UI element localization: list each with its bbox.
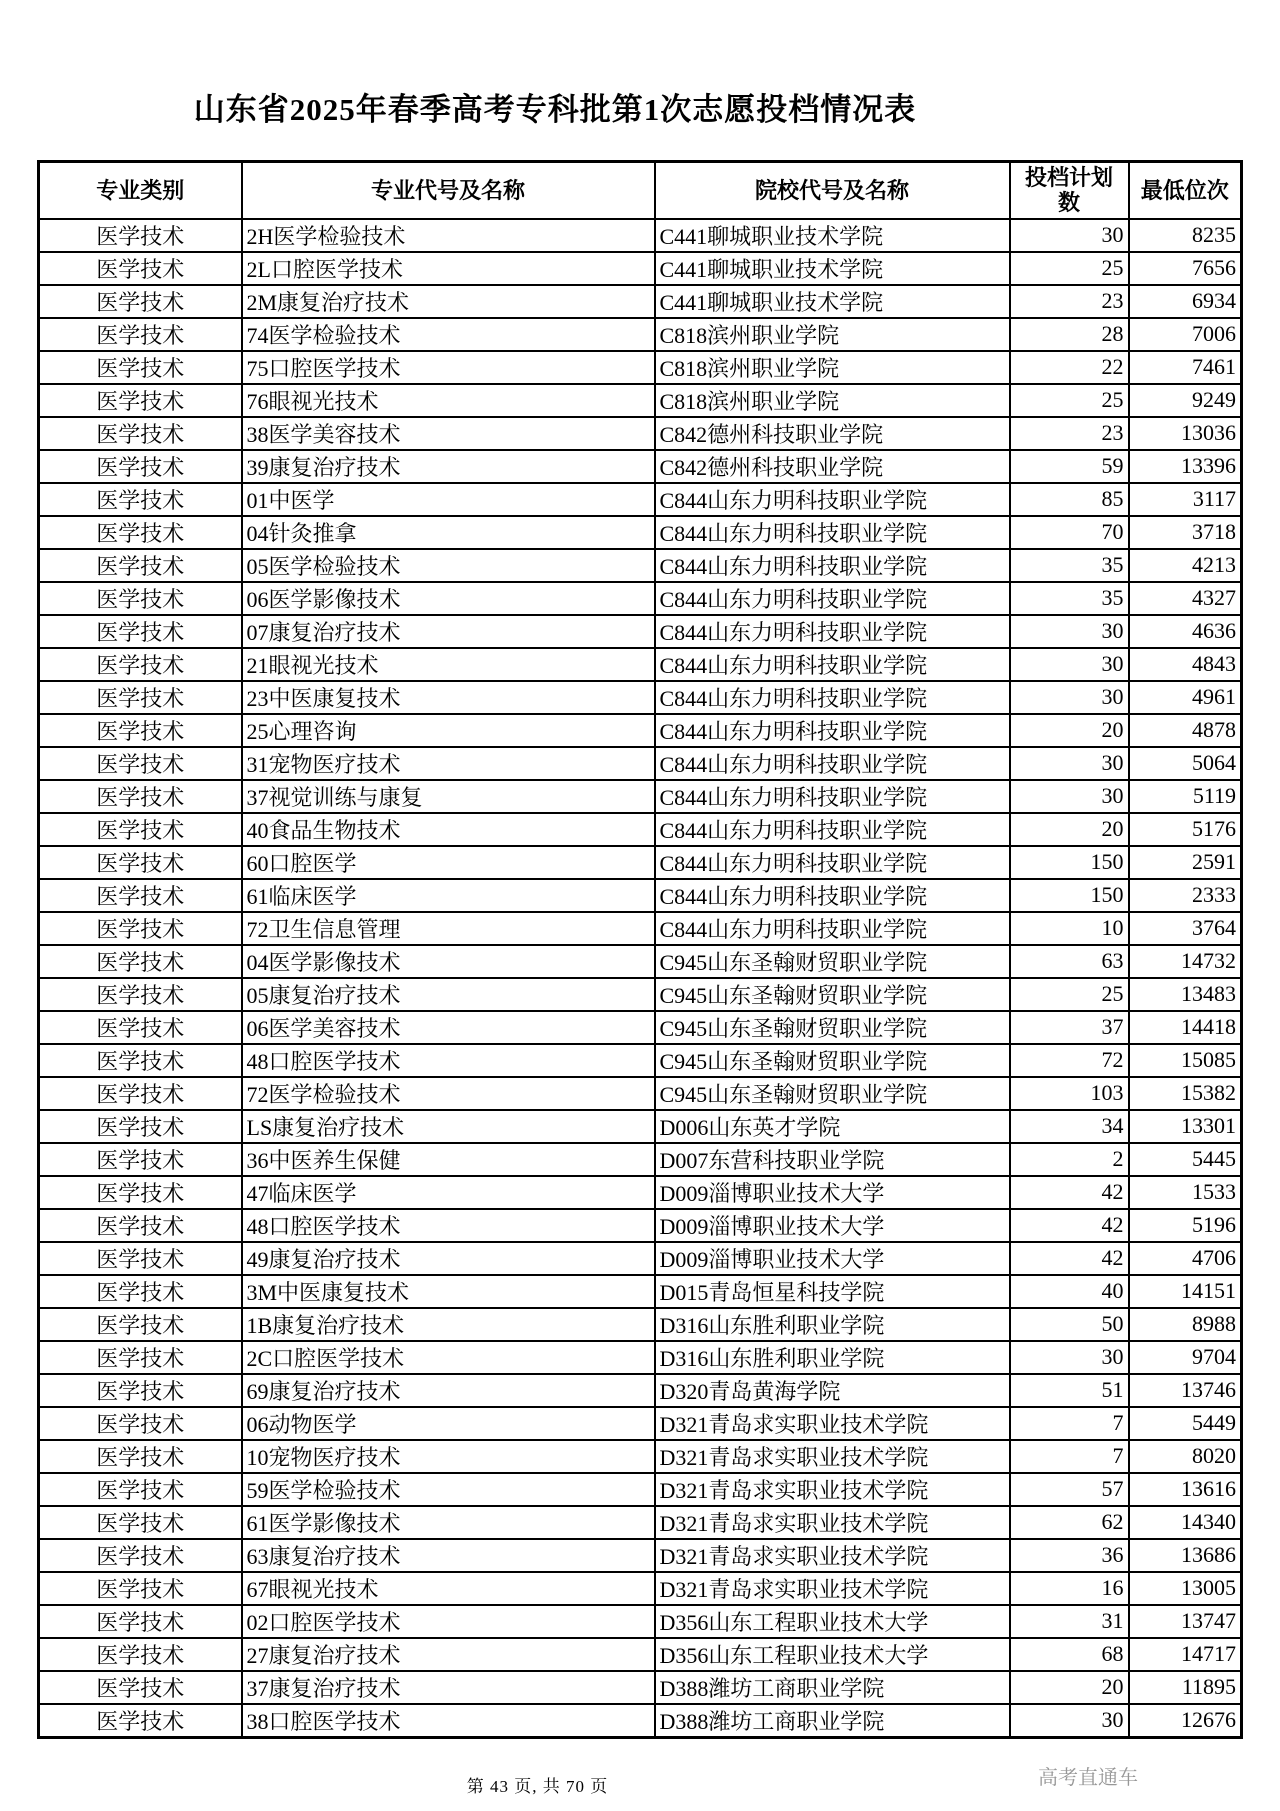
table-row — [39, 1605, 1242, 1638]
college-cell: D009淄博职业技术大学 — [655, 1176, 1010, 1209]
plan-count-cell: 23 — [1010, 417, 1129, 450]
table-row — [39, 1341, 1242, 1374]
min-rank-cell: 13746 — [1129, 1374, 1242, 1407]
min-rank-cell: 8235 — [1129, 219, 1242, 252]
college-cell: D321青岛求实职业技术学院 — [655, 1539, 1010, 1572]
header-major-category: 专业类别 — [39, 162, 242, 219]
table-row — [39, 846, 1242, 879]
category-cell: 医学技术 — [39, 1605, 242, 1638]
min-rank-cell: 8020 — [1129, 1440, 1242, 1473]
table-row — [39, 351, 1242, 384]
major-cell: 59医学检验技术 — [242, 1473, 655, 1506]
table-row — [39, 384, 1242, 417]
table-row — [39, 219, 1242, 252]
table-row — [39, 648, 1242, 681]
college-cell: C844山东力明科技职业学院 — [655, 648, 1010, 681]
table-row — [39, 747, 1242, 780]
min-rank-cell: 8988 — [1129, 1308, 1242, 1341]
category-cell: 医学技术 — [39, 1209, 242, 1242]
college-cell: C844山东力明科技职业学院 — [655, 516, 1010, 549]
major-cell: 25心理咨询 — [242, 714, 655, 747]
college-cell: C818滨州职业学院 — [655, 384, 1010, 417]
min-rank-cell: 12676 — [1129, 1704, 1242, 1738]
major-cell: 07康复治疗技术 — [242, 615, 655, 648]
category-cell: 医学技术 — [39, 1110, 242, 1143]
plan-count-cell: 51 — [1010, 1374, 1129, 1407]
category-cell: 医学技术 — [39, 978, 242, 1011]
plan-count-cell: 70 — [1010, 516, 1129, 549]
table-row — [39, 1638, 1242, 1671]
category-cell: 医学技术 — [39, 1407, 242, 1440]
major-cell: 48口腔医学技术 — [242, 1209, 655, 1242]
major-cell: 2L口腔医学技术 — [242, 252, 655, 285]
min-rank-cell: 15382 — [1129, 1077, 1242, 1110]
category-cell: 医学技术 — [39, 681, 242, 714]
min-rank-cell: 9704 — [1129, 1341, 1242, 1374]
category-cell: 医学技术 — [39, 648, 242, 681]
college-cell: C844山东力明科技职业学院 — [655, 714, 1010, 747]
table-row — [39, 1308, 1242, 1341]
admission-table — [37, 160, 1243, 1739]
category-cell: 医学技术 — [39, 219, 242, 252]
college-cell: D388潍坊工商职业学院 — [655, 1671, 1010, 1704]
college-cell: C844山东力明科技职业学院 — [655, 747, 1010, 780]
major-cell: 2M康复治疗技术 — [242, 285, 655, 318]
college-cell: D321青岛求实职业技术学院 — [655, 1473, 1010, 1506]
major-cell: 69康复治疗技术 — [242, 1374, 655, 1407]
plan-count-cell: 30 — [1010, 219, 1129, 252]
major-cell: 72卫生信息管理 — [242, 912, 655, 945]
plan-count-cell: 30 — [1010, 648, 1129, 681]
table-row — [39, 1275, 1242, 1308]
major-cell: 1B康复治疗技术 — [242, 1308, 655, 1341]
min-rank-cell: 5445 — [1129, 1143, 1242, 1176]
category-cell: 医学技术 — [39, 1044, 242, 1077]
plan-count-cell: 72 — [1010, 1044, 1129, 1077]
major-cell: 02口腔医学技术 — [242, 1605, 655, 1638]
category-cell: 医学技术 — [39, 318, 242, 351]
category-cell: 医学技术 — [39, 1638, 242, 1671]
college-cell: D356山东工程职业技术大学 — [655, 1605, 1010, 1638]
min-rank-cell: 4843 — [1129, 648, 1242, 681]
min-rank-cell: 5064 — [1129, 747, 1242, 780]
min-rank-cell: 5176 — [1129, 813, 1242, 846]
major-cell: 75口腔医学技术 — [242, 351, 655, 384]
plan-count-cell: 85 — [1010, 483, 1129, 516]
min-rank-cell: 5196 — [1129, 1209, 1242, 1242]
table-row — [39, 1044, 1242, 1077]
college-cell: C844山东力明科技职业学院 — [655, 582, 1010, 615]
category-cell: 医学技术 — [39, 846, 242, 879]
category-cell: 医学技术 — [39, 351, 242, 384]
category-cell: 医学技术 — [39, 450, 242, 483]
plan-count-cell: 63 — [1010, 945, 1129, 978]
plan-count-cell: 30 — [1010, 681, 1129, 714]
category-cell: 医学技术 — [39, 780, 242, 813]
category-cell: 医学技术 — [39, 1440, 242, 1473]
major-cell: 74医学检验技术 — [242, 318, 655, 351]
college-cell: C818滨州职业学院 — [655, 318, 1010, 351]
table-row — [39, 1011, 1242, 1044]
plan-count-cell: 36 — [1010, 1539, 1129, 1572]
min-rank-cell: 2591 — [1129, 846, 1242, 879]
plan-count-cell: 57 — [1010, 1473, 1129, 1506]
college-cell: D321青岛求实职业技术学院 — [655, 1440, 1010, 1473]
major-cell: 37视觉训练与康复 — [242, 780, 655, 813]
plan-count-cell: 20 — [1010, 714, 1129, 747]
plan-count-cell: 30 — [1010, 780, 1129, 813]
table-row — [39, 417, 1242, 450]
min-rank-cell: 13747 — [1129, 1605, 1242, 1638]
header-plan-count: 投档计划数 — [1010, 162, 1129, 219]
plan-count-cell: 7 — [1010, 1407, 1129, 1440]
college-cell: C844山东力明科技职业学院 — [655, 483, 1010, 516]
category-cell: 医学技术 — [39, 1143, 242, 1176]
table-row — [39, 1506, 1242, 1539]
major-cell: 36中医养生保健 — [242, 1143, 655, 1176]
min-rank-cell: 7656 — [1129, 252, 1242, 285]
plan-count-cell: 28 — [1010, 318, 1129, 351]
plan-count-cell: 103 — [1010, 1077, 1129, 1110]
table-row — [39, 912, 1242, 945]
category-cell: 医学技术 — [39, 384, 242, 417]
min-rank-cell: 13483 — [1129, 978, 1242, 1011]
college-cell: C945山东圣翰财贸职业学院 — [655, 1044, 1010, 1077]
table-row — [39, 1704, 1242, 1738]
major-cell: 05医学检验技术 — [242, 549, 655, 582]
category-cell: 医学技术 — [39, 1077, 242, 1110]
college-cell: C945山东圣翰财贸职业学院 — [655, 1011, 1010, 1044]
category-cell: 医学技术 — [39, 912, 242, 945]
table-row — [39, 516, 1242, 549]
major-cell: 06医学影像技术 — [242, 582, 655, 615]
plan-count-cell: 30 — [1010, 1704, 1129, 1738]
min-rank-cell: 5449 — [1129, 1407, 1242, 1440]
table-row — [39, 450, 1242, 483]
table-row — [39, 483, 1242, 516]
plan-count-cell: 2 — [1010, 1143, 1129, 1176]
major-cell: 37康复治疗技术 — [242, 1671, 655, 1704]
major-cell: 31宠物医疗技术 — [242, 747, 655, 780]
plan-count-cell: 30 — [1010, 615, 1129, 648]
major-cell: 23中医康复技术 — [242, 681, 655, 714]
category-cell: 医学技术 — [39, 549, 242, 582]
min-rank-cell: 4213 — [1129, 549, 1242, 582]
plan-count-cell: 10 — [1010, 912, 1129, 945]
category-cell: 医学技术 — [39, 582, 242, 615]
category-cell: 医学技术 — [39, 615, 242, 648]
table-row — [39, 945, 1242, 978]
major-cell: 61医学影像技术 — [242, 1506, 655, 1539]
category-cell: 医学技术 — [39, 714, 242, 747]
min-rank-cell: 4706 — [1129, 1242, 1242, 1275]
college-cell: D320青岛黄海学院 — [655, 1374, 1010, 1407]
plan-count-cell: 42 — [1010, 1209, 1129, 1242]
table-row — [39, 780, 1242, 813]
major-cell: 47临床医学 — [242, 1176, 655, 1209]
plan-count-cell: 40 — [1010, 1275, 1129, 1308]
plan-count-cell: 35 — [1010, 549, 1129, 582]
category-cell: 医学技术 — [39, 1473, 242, 1506]
min-rank-cell: 6934 — [1129, 285, 1242, 318]
table-row — [39, 615, 1242, 648]
major-cell: 04医学影像技术 — [242, 945, 655, 978]
major-cell: 38口腔医学技术 — [242, 1704, 655, 1738]
college-cell: C844山东力明科技职业学院 — [655, 912, 1010, 945]
table-row — [39, 252, 1242, 285]
college-cell: C844山东力明科技职业学院 — [655, 879, 1010, 912]
major-cell: 38医学美容技术 — [242, 417, 655, 450]
header-major-code-name: 专业代号及名称 — [242, 162, 655, 219]
table-row — [39, 1209, 1242, 1242]
major-cell: LS康复治疗技术 — [242, 1110, 655, 1143]
college-cell: D321青岛求实职业技术学院 — [655, 1572, 1010, 1605]
college-cell: C441聊城职业技术学院 — [655, 252, 1010, 285]
plan-count-cell: 59 — [1010, 450, 1129, 483]
plan-count-cell: 20 — [1010, 1671, 1129, 1704]
min-rank-cell: 4878 — [1129, 714, 1242, 747]
min-rank-cell: 3764 — [1129, 912, 1242, 945]
table-row — [39, 1374, 1242, 1407]
min-rank-cell: 7461 — [1129, 351, 1242, 384]
college-cell: C842德州科技职业学院 — [655, 450, 1010, 483]
category-cell: 医学技术 — [39, 1506, 242, 1539]
category-cell: 医学技术 — [39, 747, 242, 780]
table-row — [39, 879, 1242, 912]
min-rank-cell: 14732 — [1129, 945, 1242, 978]
category-cell: 医学技术 — [39, 1374, 242, 1407]
header-row — [39, 162, 1242, 219]
plan-count-cell: 42 — [1010, 1242, 1129, 1275]
college-cell: D388潍坊工商职业学院 — [655, 1704, 1010, 1738]
table-row — [39, 1671, 1242, 1704]
table-row — [39, 1539, 1242, 1572]
major-cell: 04针灸推拿 — [242, 516, 655, 549]
category-cell: 医学技术 — [39, 417, 242, 450]
table-row — [39, 1176, 1242, 1209]
plan-count-cell: 50 — [1010, 1308, 1129, 1341]
min-rank-cell: 13005 — [1129, 1572, 1242, 1605]
category-cell: 医学技术 — [39, 1275, 242, 1308]
plan-count-cell: 62 — [1010, 1506, 1129, 1539]
min-rank-cell: 4327 — [1129, 582, 1242, 615]
college-cell: D316山东胜利职业学院 — [655, 1341, 1010, 1374]
plan-count-cell: 23 — [1010, 285, 1129, 318]
table-body — [39, 219, 1242, 1738]
major-cell: 76眼视光技术 — [242, 384, 655, 417]
table-row — [39, 1143, 1242, 1176]
plan-count-cell: 31 — [1010, 1605, 1129, 1638]
category-cell: 医学技术 — [39, 516, 242, 549]
college-cell: C945山东圣翰财贸职业学院 — [655, 945, 1010, 978]
major-cell: 2H医学检验技术 — [242, 219, 655, 252]
min-rank-cell: 3718 — [1129, 516, 1242, 549]
min-rank-cell: 9249 — [1129, 384, 1242, 417]
major-cell: 72医学检验技术 — [242, 1077, 655, 1110]
table-row — [39, 714, 1242, 747]
min-rank-cell: 5119 — [1129, 780, 1242, 813]
plan-count-cell: 150 — [1010, 846, 1129, 879]
plan-count-cell: 20 — [1010, 813, 1129, 846]
college-cell: C441聊城职业技术学院 — [655, 285, 1010, 318]
plan-count-cell: 22 — [1010, 351, 1129, 384]
min-rank-cell: 15085 — [1129, 1044, 1242, 1077]
table-header — [39, 162, 1242, 219]
major-cell: 06动物医学 — [242, 1407, 655, 1440]
major-cell: 2C口腔医学技术 — [242, 1341, 655, 1374]
major-cell: 10宠物医疗技术 — [242, 1440, 655, 1473]
watermark: 高考直通车 — [1038, 1767, 1138, 1789]
major-cell: 06医学美容技术 — [242, 1011, 655, 1044]
min-rank-cell: 14717 — [1129, 1638, 1242, 1671]
college-cell: C844山东力明科技职业学院 — [655, 846, 1010, 879]
college-cell: C842德州科技职业学院 — [655, 417, 1010, 450]
min-rank-cell: 4636 — [1129, 615, 1242, 648]
category-cell: 医学技术 — [39, 285, 242, 318]
category-cell: 医学技术 — [39, 1341, 242, 1374]
table-row — [39, 1110, 1242, 1143]
min-rank-cell: 13686 — [1129, 1539, 1242, 1572]
plan-count-cell: 68 — [1010, 1638, 1129, 1671]
min-rank-cell: 14340 — [1129, 1506, 1242, 1539]
college-cell: C441聊城职业技术学院 — [655, 219, 1010, 252]
college-cell: C844山东力明科技职业学院 — [655, 681, 1010, 714]
college-cell: D321青岛求实职业技术学院 — [655, 1407, 1010, 1440]
category-cell: 医学技术 — [39, 813, 242, 846]
category-cell: 医学技术 — [39, 252, 242, 285]
college-cell: D007东营科技职业学院 — [655, 1143, 1010, 1176]
college-cell: C844山东力明科技职业学院 — [655, 780, 1010, 813]
table-row — [39, 582, 1242, 615]
category-cell: 医学技术 — [39, 1176, 242, 1209]
table-row — [39, 1407, 1242, 1440]
category-cell: 医学技术 — [39, 483, 242, 516]
major-cell: 63康复治疗技术 — [242, 1539, 655, 1572]
plan-count-cell: 37 — [1010, 1011, 1129, 1044]
header-college-code-name: 院校代号及名称 — [655, 162, 1010, 219]
min-rank-cell: 3117 — [1129, 483, 1242, 516]
plan-count-cell: 25 — [1010, 384, 1129, 417]
plan-count-cell: 34 — [1010, 1110, 1129, 1143]
min-rank-cell: 13301 — [1129, 1110, 1242, 1143]
table-row — [39, 549, 1242, 582]
table-row — [39, 1572, 1242, 1605]
major-cell: 05康复治疗技术 — [242, 978, 655, 1011]
min-rank-cell: 7006 — [1129, 318, 1242, 351]
plan-count-cell: 30 — [1010, 747, 1129, 780]
college-cell: C844山东力明科技职业学院 — [655, 615, 1010, 648]
major-cell: 39康复治疗技术 — [242, 450, 655, 483]
college-cell: C844山东力明科技职业学院 — [655, 813, 1010, 846]
college-cell: D009淄博职业技术大学 — [655, 1242, 1010, 1275]
category-cell: 医学技术 — [39, 1539, 242, 1572]
college-cell: D015青岛恒星科技学院 — [655, 1275, 1010, 1308]
category-cell: 医学技术 — [39, 1671, 242, 1704]
major-cell: 27康复治疗技术 — [242, 1638, 655, 1671]
table-row — [39, 1242, 1242, 1275]
table-row — [39, 318, 1242, 351]
min-rank-cell: 11895 — [1129, 1671, 1242, 1704]
college-cell: D356山东工程职业技术大学 — [655, 1638, 1010, 1671]
major-cell: 61临床医学 — [242, 879, 655, 912]
college-cell: C945山东圣翰财贸职业学院 — [655, 1077, 1010, 1110]
page-number: 第 43 页, 共 70 页 — [466, 1777, 609, 1796]
major-cell: 48口腔医学技术 — [242, 1044, 655, 1077]
min-rank-cell: 13616 — [1129, 1473, 1242, 1506]
major-cell: 60口腔医学 — [242, 846, 655, 879]
table-row — [39, 1440, 1242, 1473]
plan-count-cell: 7 — [1010, 1440, 1129, 1473]
major-cell: 40食品生物技术 — [242, 813, 655, 846]
category-cell: 医学技术 — [39, 1308, 242, 1341]
min-rank-cell: 14151 — [1129, 1275, 1242, 1308]
college-cell: D321青岛求实职业技术学院 — [655, 1506, 1010, 1539]
category-cell: 医学技术 — [39, 1011, 242, 1044]
category-cell: 医学技术 — [39, 945, 242, 978]
college-cell: D006山东英才学院 — [655, 1110, 1010, 1143]
plan-count-cell: 16 — [1010, 1572, 1129, 1605]
plan-count-cell: 150 — [1010, 879, 1129, 912]
major-cell: 67眼视光技术 — [242, 1572, 655, 1605]
table-row — [39, 978, 1242, 1011]
min-rank-cell: 2333 — [1129, 879, 1242, 912]
min-rank-cell: 4961 — [1129, 681, 1242, 714]
major-cell: 21眼视光技术 — [242, 648, 655, 681]
table-row — [39, 285, 1242, 318]
college-cell: D316山东胜利职业学院 — [655, 1308, 1010, 1341]
major-cell: 3M中医康复技术 — [242, 1275, 655, 1308]
table-row — [39, 681, 1242, 714]
college-cell: C844山东力明科技职业学院 — [655, 549, 1010, 582]
college-cell: C818滨州职业学院 — [655, 351, 1010, 384]
min-rank-cell: 13036 — [1129, 417, 1242, 450]
table-row — [39, 813, 1242, 846]
college-cell: D009淄博职业技术大学 — [655, 1209, 1010, 1242]
plan-count-cell: 35 — [1010, 582, 1129, 615]
category-cell: 医学技术 — [39, 1242, 242, 1275]
table-row — [39, 1473, 1242, 1506]
min-rank-cell: 13396 — [1129, 450, 1242, 483]
plan-count-cell: 42 — [1010, 1176, 1129, 1209]
major-cell: 49康复治疗技术 — [242, 1242, 655, 1275]
category-cell: 医学技术 — [39, 879, 242, 912]
plan-count-cell: 25 — [1010, 252, 1129, 285]
min-rank-cell: 1533 — [1129, 1176, 1242, 1209]
header-min-rank: 最低位次 — [1129, 162, 1242, 219]
plan-count-cell: 30 — [1010, 1341, 1129, 1374]
college-cell: C945山东圣翰财贸职业学院 — [655, 978, 1010, 1011]
major-cell: 01中医学 — [242, 483, 655, 516]
category-cell: 医学技术 — [39, 1704, 242, 1738]
category-cell: 医学技术 — [39, 1572, 242, 1605]
min-rank-cell: 14418 — [1129, 1011, 1242, 1044]
table-row — [39, 1077, 1242, 1110]
page-title: 山东省2025年春季高考专科批第1次志愿投档情况表 — [193, 92, 917, 127]
plan-count-cell: 25 — [1010, 978, 1129, 1011]
